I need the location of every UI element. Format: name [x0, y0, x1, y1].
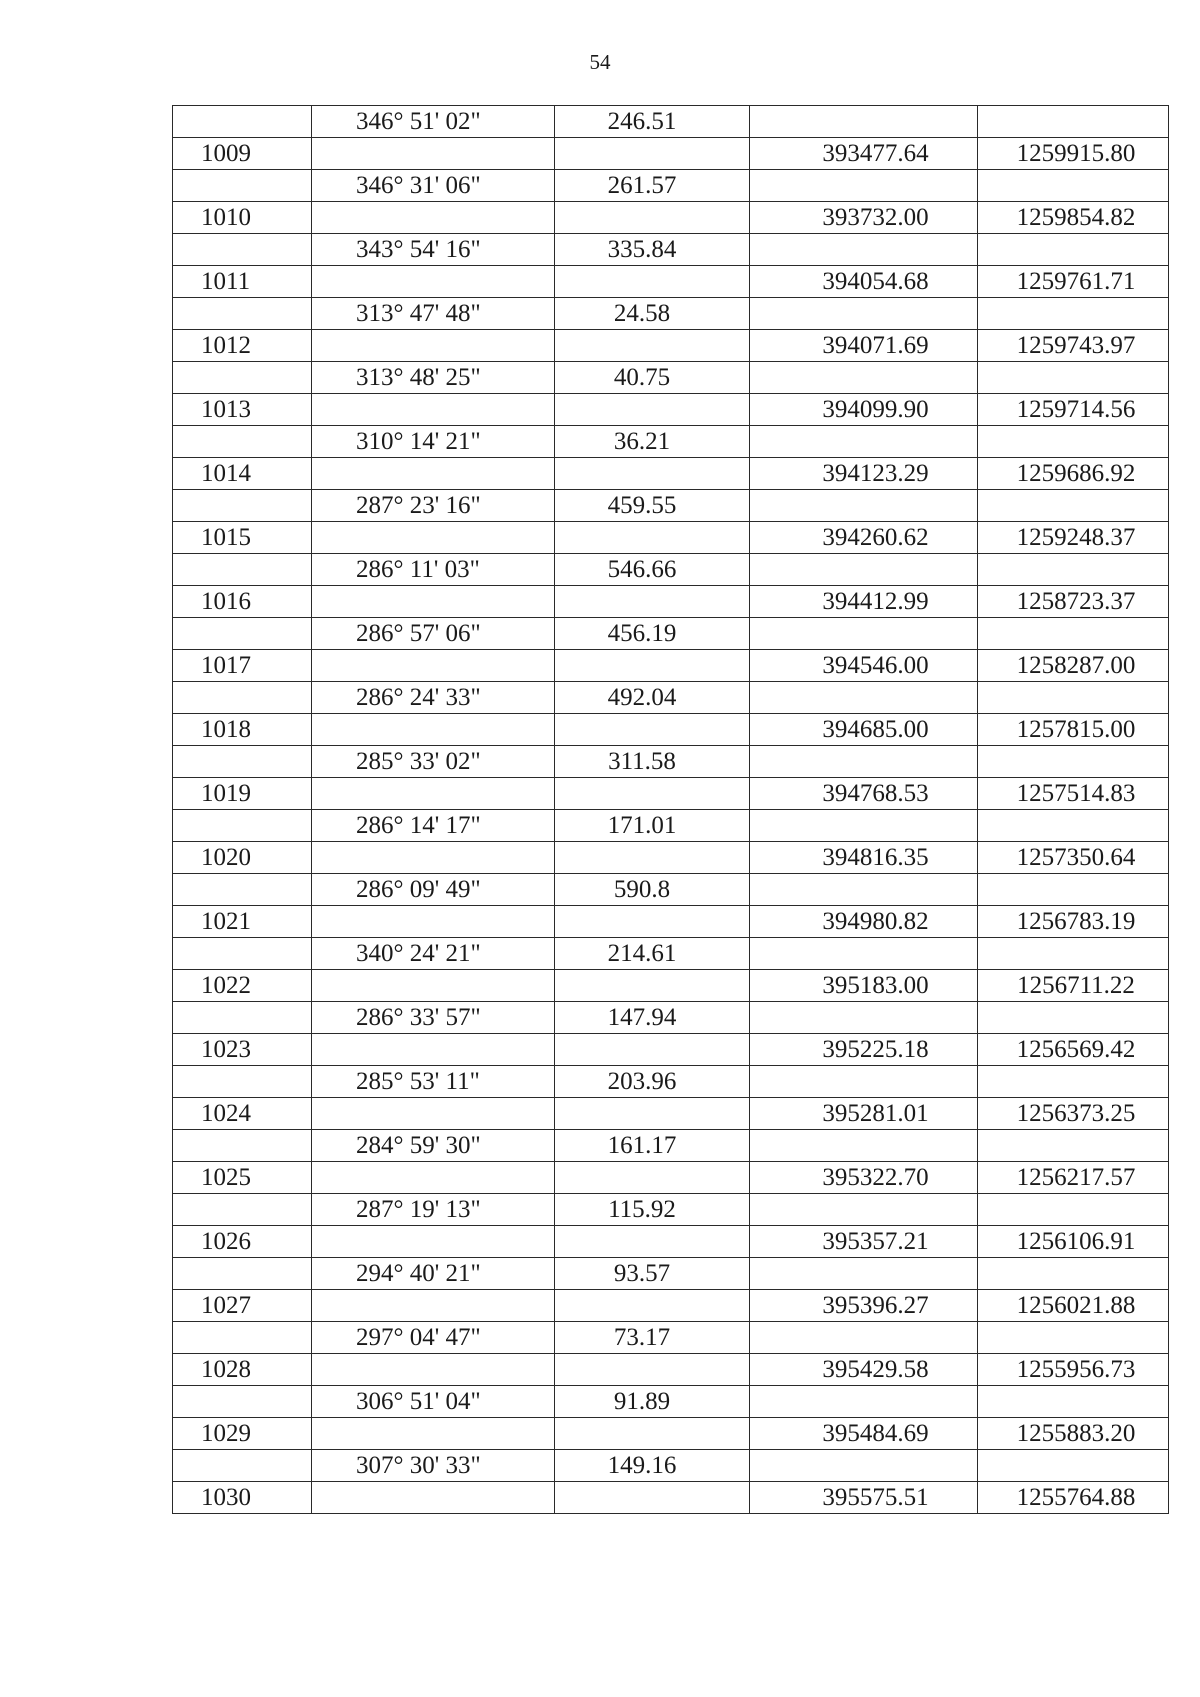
traverse-leg-row [173, 106, 1169, 138]
bearing-cell [312, 906, 555, 938]
bearing-cell: 286° 09' 49" [312, 874, 555, 906]
bearing-cell [312, 1034, 555, 1066]
distance-cell: 171.01 [555, 810, 750, 842]
bearing-cell [312, 1098, 555, 1130]
station-row [173, 138, 1169, 170]
easting-cell [978, 170, 1169, 202]
traverse-leg-row [173, 1258, 1169, 1290]
easting-cell [978, 1002, 1169, 1034]
distance-cell [555, 138, 750, 170]
station-cell: 1029 [173, 1418, 312, 1450]
distance-cell [555, 458, 750, 490]
traverse-leg-row [173, 618, 1169, 650]
distance-cell [555, 714, 750, 746]
distance-cell [555, 394, 750, 426]
distance-cell: 459.55 [555, 490, 750, 522]
easting-cell: 1259248.37 [978, 522, 1169, 554]
easting-cell: 1259743.97 [978, 330, 1169, 362]
easting-cell [978, 682, 1169, 714]
station-cell: 1015 [173, 522, 312, 554]
traverse-leg-row [173, 298, 1169, 330]
distance-cell [555, 1226, 750, 1258]
northing-cell: 394816.35 [750, 842, 978, 874]
survey-table-body [173, 106, 1169, 1514]
easting-cell: 1256569.42 [978, 1034, 1169, 1066]
station-cell [173, 554, 312, 586]
northing-cell: 395281.01 [750, 1098, 978, 1130]
station-cell [173, 490, 312, 522]
bearing-cell: 287° 19' 13" [312, 1194, 555, 1226]
station-cell [173, 362, 312, 394]
easting-cell [978, 874, 1169, 906]
easting-cell: 1255956.73 [978, 1354, 1169, 1386]
northing-cell [750, 234, 978, 266]
station-row [173, 586, 1169, 618]
distance-cell: 214.61 [555, 938, 750, 970]
easting-cell: 1259686.92 [978, 458, 1169, 490]
distance-cell: 115.92 [555, 1194, 750, 1226]
northing-cell [750, 682, 978, 714]
station-cell [173, 298, 312, 330]
northing-cell: 393477.64 [750, 138, 978, 170]
northing-cell [750, 1194, 978, 1226]
station-cell: 1013 [173, 394, 312, 426]
easting-cell: 1256783.19 [978, 906, 1169, 938]
northing-cell [750, 1322, 978, 1354]
station-row [173, 906, 1169, 938]
bearing-cell: 310° 14' 21" [312, 426, 555, 458]
easting-cell [978, 618, 1169, 650]
distance-cell: 91.89 [555, 1386, 750, 1418]
distance-cell [555, 970, 750, 1002]
easting-cell: 1259854.82 [978, 202, 1169, 234]
distance-cell [555, 1482, 750, 1514]
station-row [173, 202, 1169, 234]
easting-cell: 1255883.20 [978, 1418, 1169, 1450]
northing-cell [750, 810, 978, 842]
northing-cell: 394412.99 [750, 586, 978, 618]
station-cell [173, 810, 312, 842]
easting-cell [978, 490, 1169, 522]
bearing-cell: 286° 57' 06" [312, 618, 555, 650]
northing-cell: 395429.58 [750, 1354, 978, 1386]
bearing-cell [312, 522, 555, 554]
distance-cell: 456.19 [555, 618, 750, 650]
distance-cell: 261.57 [555, 170, 750, 202]
northing-cell: 394260.62 [750, 522, 978, 554]
station-cell: 1018 [173, 714, 312, 746]
station-row [173, 1226, 1169, 1258]
northing-cell: 395484.69 [750, 1418, 978, 1450]
distance-cell [555, 1354, 750, 1386]
bearing-cell: 286° 14' 17" [312, 810, 555, 842]
easting-cell [978, 810, 1169, 842]
station-cell: 1024 [173, 1098, 312, 1130]
station-row [173, 458, 1169, 490]
easting-cell [978, 938, 1169, 970]
easting-cell: 1255764.88 [978, 1482, 1169, 1514]
northing-cell [750, 746, 978, 778]
distance-cell [555, 1418, 750, 1450]
station-cell [173, 1386, 312, 1418]
northing-cell: 394099.90 [750, 394, 978, 426]
bearing-cell [312, 1290, 555, 1322]
survey-coordinates-table [172, 105, 1169, 1514]
distance-cell [555, 778, 750, 810]
station-cell [173, 170, 312, 202]
station-row [173, 522, 1169, 554]
bearing-cell: 294° 40' 21" [312, 1258, 555, 1290]
northing-cell [750, 1066, 978, 1098]
bearing-cell: 286° 11' 03" [312, 554, 555, 586]
distance-cell: 546.66 [555, 554, 750, 586]
distance-cell: 93.57 [555, 1258, 750, 1290]
traverse-leg-row [173, 170, 1169, 202]
station-cell: 1023 [173, 1034, 312, 1066]
traverse-leg-row [173, 874, 1169, 906]
northing-cell: 394980.82 [750, 906, 978, 938]
easting-cell: 1259915.80 [978, 138, 1169, 170]
traverse-leg-row [173, 426, 1169, 458]
station-cell [173, 106, 312, 138]
easting-cell [978, 746, 1169, 778]
easting-cell [978, 1450, 1169, 1482]
traverse-leg-row [173, 1066, 1169, 1098]
easting-cell: 1259714.56 [978, 394, 1169, 426]
station-cell: 1019 [173, 778, 312, 810]
station-row [173, 394, 1169, 426]
distance-cell: 590.8 [555, 874, 750, 906]
easting-cell: 1256106.91 [978, 1226, 1169, 1258]
traverse-leg-row [173, 1002, 1169, 1034]
traverse-leg-row [173, 746, 1169, 778]
station-row [173, 842, 1169, 874]
station-cell: 1021 [173, 906, 312, 938]
station-row [173, 1418, 1169, 1450]
station-row [173, 1098, 1169, 1130]
station-cell: 1017 [173, 650, 312, 682]
distance-cell [555, 842, 750, 874]
bearing-cell [312, 650, 555, 682]
easting-cell: 1256021.88 [978, 1290, 1169, 1322]
northing-cell [750, 1258, 978, 1290]
station-cell: 1016 [173, 586, 312, 618]
distance-cell: 311.58 [555, 746, 750, 778]
traverse-leg-row [173, 938, 1169, 970]
northing-cell [750, 298, 978, 330]
traverse-leg-row [173, 234, 1169, 266]
easting-cell: 1256217.57 [978, 1162, 1169, 1194]
bearing-cell: 346° 31' 06" [312, 170, 555, 202]
bearing-cell [312, 778, 555, 810]
bearing-cell [312, 1482, 555, 1514]
station-row [173, 1034, 1169, 1066]
distance-cell: 24.58 [555, 298, 750, 330]
distance-cell: 335.84 [555, 234, 750, 266]
easting-cell [978, 426, 1169, 458]
distance-cell [555, 1290, 750, 1322]
station-row [173, 714, 1169, 746]
northing-cell [750, 874, 978, 906]
distance-cell [555, 266, 750, 298]
easting-cell [978, 1194, 1169, 1226]
station-cell: 1010 [173, 202, 312, 234]
northing-cell [750, 1002, 978, 1034]
easting-cell [978, 298, 1169, 330]
bearing-cell: 286° 33' 57" [312, 1002, 555, 1034]
distance-cell [555, 330, 750, 362]
station-row [173, 970, 1169, 1002]
bearing-cell: 313° 47' 48" [312, 298, 555, 330]
easting-cell: 1257514.83 [978, 778, 1169, 810]
easting-cell [978, 1386, 1169, 1418]
bearing-cell: 313° 48' 25" [312, 362, 555, 394]
bearing-cell: 285° 33' 02" [312, 746, 555, 778]
station-cell: 1022 [173, 970, 312, 1002]
bearing-cell: 287° 23' 16" [312, 490, 555, 522]
easting-cell [978, 362, 1169, 394]
easting-cell: 1258287.00 [978, 650, 1169, 682]
station-cell [173, 426, 312, 458]
bearing-cell: 343° 54' 16" [312, 234, 555, 266]
bearing-cell [312, 330, 555, 362]
station-cell [173, 938, 312, 970]
bearing-cell: 306° 51' 04" [312, 1386, 555, 1418]
station-cell [173, 1194, 312, 1226]
station-row [173, 330, 1169, 362]
traverse-leg-row [173, 682, 1169, 714]
easting-cell: 1256373.25 [978, 1098, 1169, 1130]
northing-cell [750, 1130, 978, 1162]
northing-cell: 394071.69 [750, 330, 978, 362]
northing-cell: 394685.00 [750, 714, 978, 746]
station-cell: 1026 [173, 1226, 312, 1258]
traverse-leg-row [173, 490, 1169, 522]
bearing-cell [312, 586, 555, 618]
station-cell [173, 682, 312, 714]
station-row [173, 778, 1169, 810]
easting-cell: 1259761.71 [978, 266, 1169, 298]
northing-cell: 394768.53 [750, 778, 978, 810]
station-row [173, 650, 1169, 682]
station-cell [173, 1130, 312, 1162]
distance-cell: 40.75 [555, 362, 750, 394]
station-row [173, 1482, 1169, 1514]
station-cell: 1011 [173, 266, 312, 298]
station-cell [173, 746, 312, 778]
easting-cell [978, 1322, 1169, 1354]
bearing-cell: 286° 24' 33" [312, 682, 555, 714]
bearing-cell [312, 970, 555, 1002]
station-row [173, 1290, 1169, 1322]
station-cell [173, 618, 312, 650]
bearing-cell [312, 394, 555, 426]
bearing-cell [312, 1354, 555, 1386]
station-cell [173, 1322, 312, 1354]
bearing-cell [312, 1226, 555, 1258]
station-cell: 1025 [173, 1162, 312, 1194]
bearing-cell [312, 842, 555, 874]
northing-cell: 394123.29 [750, 458, 978, 490]
distance-cell [555, 202, 750, 234]
northing-cell [750, 170, 978, 202]
station-cell: 1014 [173, 458, 312, 490]
northing-cell: 394054.68 [750, 266, 978, 298]
distance-cell [555, 906, 750, 938]
distance-cell: 161.17 [555, 1130, 750, 1162]
station-cell: 1028 [173, 1354, 312, 1386]
easting-cell [978, 1258, 1169, 1290]
easting-cell [978, 106, 1169, 138]
easting-cell: 1256711.22 [978, 970, 1169, 1002]
northing-cell [750, 938, 978, 970]
station-row [173, 266, 1169, 298]
bearing-cell [312, 1418, 555, 1450]
northing-cell [750, 618, 978, 650]
traverse-leg-row [173, 362, 1169, 394]
bearing-cell: 297° 04' 47" [312, 1322, 555, 1354]
page-number: 54 [589, 50, 611, 74]
northing-cell: 394546.00 [750, 650, 978, 682]
bearing-cell [312, 266, 555, 298]
easting-cell [978, 1066, 1169, 1098]
bearing-cell [312, 1162, 555, 1194]
distance-cell: 246.51 [555, 106, 750, 138]
easting-cell: 1257350.64 [978, 842, 1169, 874]
easting-cell: 1258723.37 [978, 586, 1169, 618]
northing-cell [750, 554, 978, 586]
distance-cell [555, 522, 750, 554]
northing-cell [750, 1450, 978, 1482]
station-cell [173, 1450, 312, 1482]
northing-cell [750, 106, 978, 138]
station-cell [173, 1002, 312, 1034]
distance-cell: 36.21 [555, 426, 750, 458]
station-cell: 1030 [173, 1482, 312, 1514]
distance-cell: 149.16 [555, 1450, 750, 1482]
bearing-cell [312, 458, 555, 490]
distance-cell [555, 650, 750, 682]
easting-cell [978, 234, 1169, 266]
easting-cell: 1257815.00 [978, 714, 1169, 746]
traverse-leg-row [173, 810, 1169, 842]
traverse-leg-row [173, 554, 1169, 586]
bearing-cell [312, 138, 555, 170]
traverse-leg-row [173, 1450, 1169, 1482]
station-cell: 1012 [173, 330, 312, 362]
bearing-cell [312, 714, 555, 746]
station-cell: 1009 [173, 138, 312, 170]
distance-cell: 492.04 [555, 682, 750, 714]
distance-cell: 147.94 [555, 1002, 750, 1034]
station-cell: 1027 [173, 1290, 312, 1322]
traverse-leg-row [173, 1386, 1169, 1418]
northing-cell: 393732.00 [750, 202, 978, 234]
bearing-cell [312, 202, 555, 234]
distance-cell: 73.17 [555, 1322, 750, 1354]
northing-cell: 395322.70 [750, 1162, 978, 1194]
traverse-leg-row [173, 1322, 1169, 1354]
bearing-cell: 346° 51' 02" [312, 106, 555, 138]
easting-cell [978, 554, 1169, 586]
easting-cell [978, 1130, 1169, 1162]
northing-cell [750, 362, 978, 394]
northing-cell: 395575.51 [750, 1482, 978, 1514]
station-row [173, 1354, 1169, 1386]
northing-cell [750, 1386, 978, 1418]
station-row [173, 1162, 1169, 1194]
traverse-leg-row [173, 1194, 1169, 1226]
bearing-cell: 307° 30' 33" [312, 1450, 555, 1482]
northing-cell: 395225.18 [750, 1034, 978, 1066]
northing-cell [750, 490, 978, 522]
station-cell [173, 234, 312, 266]
distance-cell [555, 1098, 750, 1130]
station-cell [173, 1258, 312, 1290]
northing-cell [750, 426, 978, 458]
distance-cell [555, 586, 750, 618]
bearing-cell: 340° 24' 21" [312, 938, 555, 970]
northing-cell: 395396.27 [750, 1290, 978, 1322]
station-cell [173, 874, 312, 906]
station-cell: 1020 [173, 842, 312, 874]
northing-cell: 395183.00 [750, 970, 978, 1002]
distance-cell [555, 1034, 750, 1066]
traverse-leg-row [173, 1130, 1169, 1162]
distance-cell: 203.96 [555, 1066, 750, 1098]
distance-cell [555, 1162, 750, 1194]
station-cell [173, 1066, 312, 1098]
bearing-cell: 285° 53' 11" [312, 1066, 555, 1098]
northing-cell: 395357.21 [750, 1226, 978, 1258]
bearing-cell: 284° 59' 30" [312, 1130, 555, 1162]
